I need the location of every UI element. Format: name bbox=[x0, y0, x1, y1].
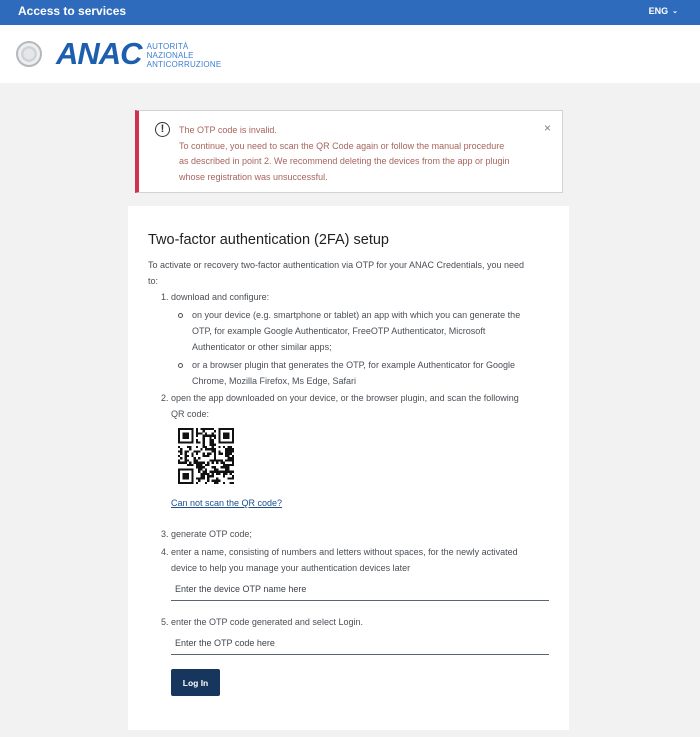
step-number: 4. bbox=[161, 547, 169, 557]
step-number: 3. bbox=[161, 529, 169, 539]
sub-line: OTP, for example Google Authenticator, FreeOTP Authenticator, Microsoft bbox=[192, 326, 486, 336]
alert-line-2: To continue, you need to scan the QR Code again or follow the manual procedure bbox=[179, 140, 505, 151]
step-text: generate OTP code; bbox=[171, 529, 252, 539]
cannot-scan-link[interactable]: Can not scan the QR code? bbox=[171, 498, 283, 508]
step-3 bbox=[161, 526, 561, 542]
bullet-icon bbox=[178, 313, 183, 318]
step-line: enter a name, consisting of numbers and letters without spaces, for the newly activated bbox=[171, 547, 518, 557]
close-icon[interactable]: × bbox=[543, 121, 551, 135]
step-line: device to help you manage your authentication devices later bbox=[171, 563, 411, 573]
login-button[interactable]: Log In bbox=[171, 669, 220, 696]
alert-line-1: The OTP code is invalid. bbox=[179, 125, 277, 135]
warning-circle-icon: ! bbox=[155, 122, 170, 137]
sub-line: on your device (e.g. smartphone or tablet) an app with which you can generate the bbox=[192, 310, 521, 320]
step-line: QR code: bbox=[171, 409, 210, 419]
language-selector[interactable] bbox=[649, 6, 678, 16]
sub-line: or a browser plugin that generates the OTP, for example Authenticator for Google bbox=[192, 360, 516, 370]
sub-item-app bbox=[178, 307, 558, 355]
step-text bbox=[171, 544, 518, 576]
page-title: Two-factor authentication (2FA) setup bbox=[148, 232, 389, 248]
logo-words bbox=[147, 42, 222, 69]
sub-item-text bbox=[192, 307, 520, 355]
site-header bbox=[0, 25, 700, 83]
step-text: download and configure: bbox=[171, 292, 270, 302]
sub-item-text bbox=[192, 357, 515, 389]
intro-text bbox=[148, 257, 553, 289]
alert-message bbox=[179, 123, 539, 185]
device-name-input[interactable] bbox=[171, 577, 549, 601]
step-2 bbox=[161, 390, 561, 422]
chevron-down-icon: ⌄ bbox=[672, 8, 678, 15]
app-title: Access to services bbox=[18, 4, 127, 18]
sub-item-plugin bbox=[178, 357, 558, 389]
step-number: 5. bbox=[161, 617, 169, 627]
step-line: open the app downloaded on your device, or the browser plugin, and scan the following bbox=[171, 393, 519, 403]
qr-code bbox=[178, 428, 234, 484]
step-1 bbox=[161, 289, 561, 305]
step-number: 1. bbox=[161, 292, 169, 302]
logo-line-2: NAZIONALE bbox=[146, 51, 194, 60]
logo-line-1: AUTORITÀ bbox=[146, 42, 189, 51]
language-label: ENG bbox=[648, 6, 669, 16]
otp-code-input[interactable] bbox=[171, 631, 549, 655]
step-4 bbox=[161, 544, 561, 576]
intro-line-1: To activate or recovery two-factor authentication via OTP for your ANAC Credentials, you need bbox=[148, 260, 525, 270]
error-alert bbox=[135, 110, 563, 193]
alert-line-3: as described in point 2. We recommend deleting the devices from the app or plugin bbox=[179, 156, 510, 166]
top-bar bbox=[0, 0, 700, 25]
republic-emblem-icon bbox=[16, 41, 42, 67]
setup-card bbox=[128, 206, 569, 730]
logo-mark: ANAC bbox=[56, 36, 142, 71]
alert-line-4: whose registration was unsuccessful. bbox=[179, 171, 328, 182]
step-text bbox=[171, 390, 519, 422]
sub-line: Chrome, Mozilla Firefox, Ms Edge, Safari bbox=[192, 376, 357, 386]
intro-line-2: to: bbox=[148, 276, 159, 286]
step-number: 2. bbox=[161, 393, 169, 403]
sub-line: Authenticator or other similar apps; bbox=[192, 342, 332, 352]
bullet-icon bbox=[178, 363, 183, 368]
step-5 bbox=[161, 614, 561, 630]
step-text: enter the OTP code generated and select Login. bbox=[171, 617, 363, 627]
anac-logo[interactable] bbox=[56, 36, 222, 71]
logo-line-3: ANTICORRUZIONE bbox=[146, 60, 222, 69]
